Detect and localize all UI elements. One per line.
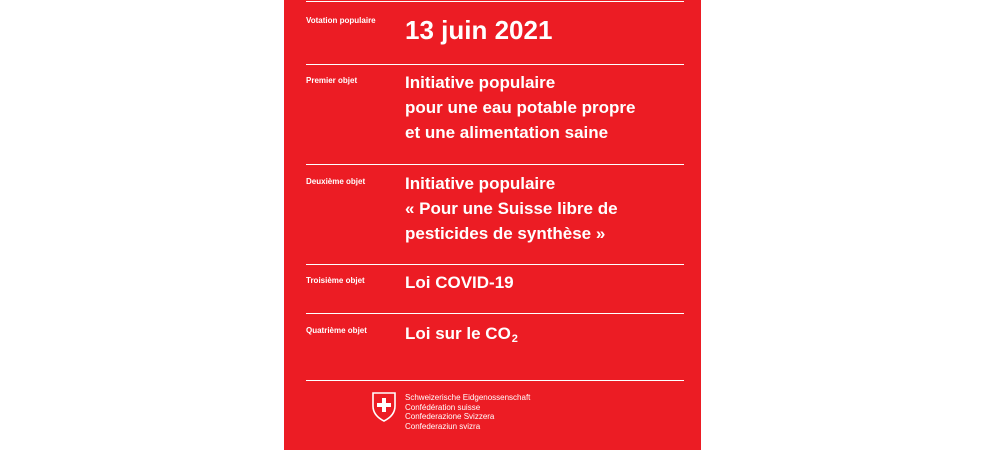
- vote-date: 13 juin 2021: [405, 15, 553, 45]
- object-1-title-line: pour une eau potable propre: [405, 98, 636, 117]
- object-2-title-line: « Pour une Suisse libre de: [405, 199, 618, 218]
- object-2-title: [405, 171, 618, 246]
- object-1-label: Premier objet: [306, 76, 358, 85]
- voting-booklet-cover: [284, 0, 701, 450]
- object-4-title-subscript: 2: [511, 333, 518, 345]
- object-4-title-main: Loi sur le CO: [405, 324, 511, 343]
- object-1-title: [405, 70, 635, 145]
- divider: [306, 264, 684, 265]
- object-4-label: Quatrième objet: [306, 326, 367, 335]
- object-1-title-line: Initiative populaire: [405, 73, 556, 92]
- confederation-name-it: Confederazione Svizzera: [405, 412, 495, 421]
- confederation-name-de: Schweizerische Eidgenossenschaft: [405, 393, 531, 402]
- confederation-names: [405, 393, 530, 431]
- confederation-name-fr: Confédération suisse: [405, 402, 481, 412]
- vote-label: Votation populaire: [306, 16, 376, 25]
- divider: [306, 380, 684, 381]
- divider: [306, 313, 684, 314]
- object-2-title-line: pesticides de synthèse »: [405, 224, 606, 243]
- object-2-label: Deuxième objet: [306, 177, 366, 186]
- divider: [306, 64, 684, 65]
- object-1-title-line: et une alimentation saine: [405, 123, 609, 142]
- divider: [306, 164, 684, 165]
- object-3-title-line: Loi COVID-19: [405, 273, 514, 292]
- confederation-name-rm: Confederaziun svizra: [405, 421, 481, 431]
- divider: [306, 1, 684, 2]
- object-3-title: [405, 270, 514, 295]
- swiss-shield-icon: [371, 392, 397, 422]
- object-4-title: [405, 321, 518, 352]
- object-2-title-line: Initiative populaire: [405, 174, 556, 193]
- object-3-label: Troisième objet: [306, 276, 365, 285]
